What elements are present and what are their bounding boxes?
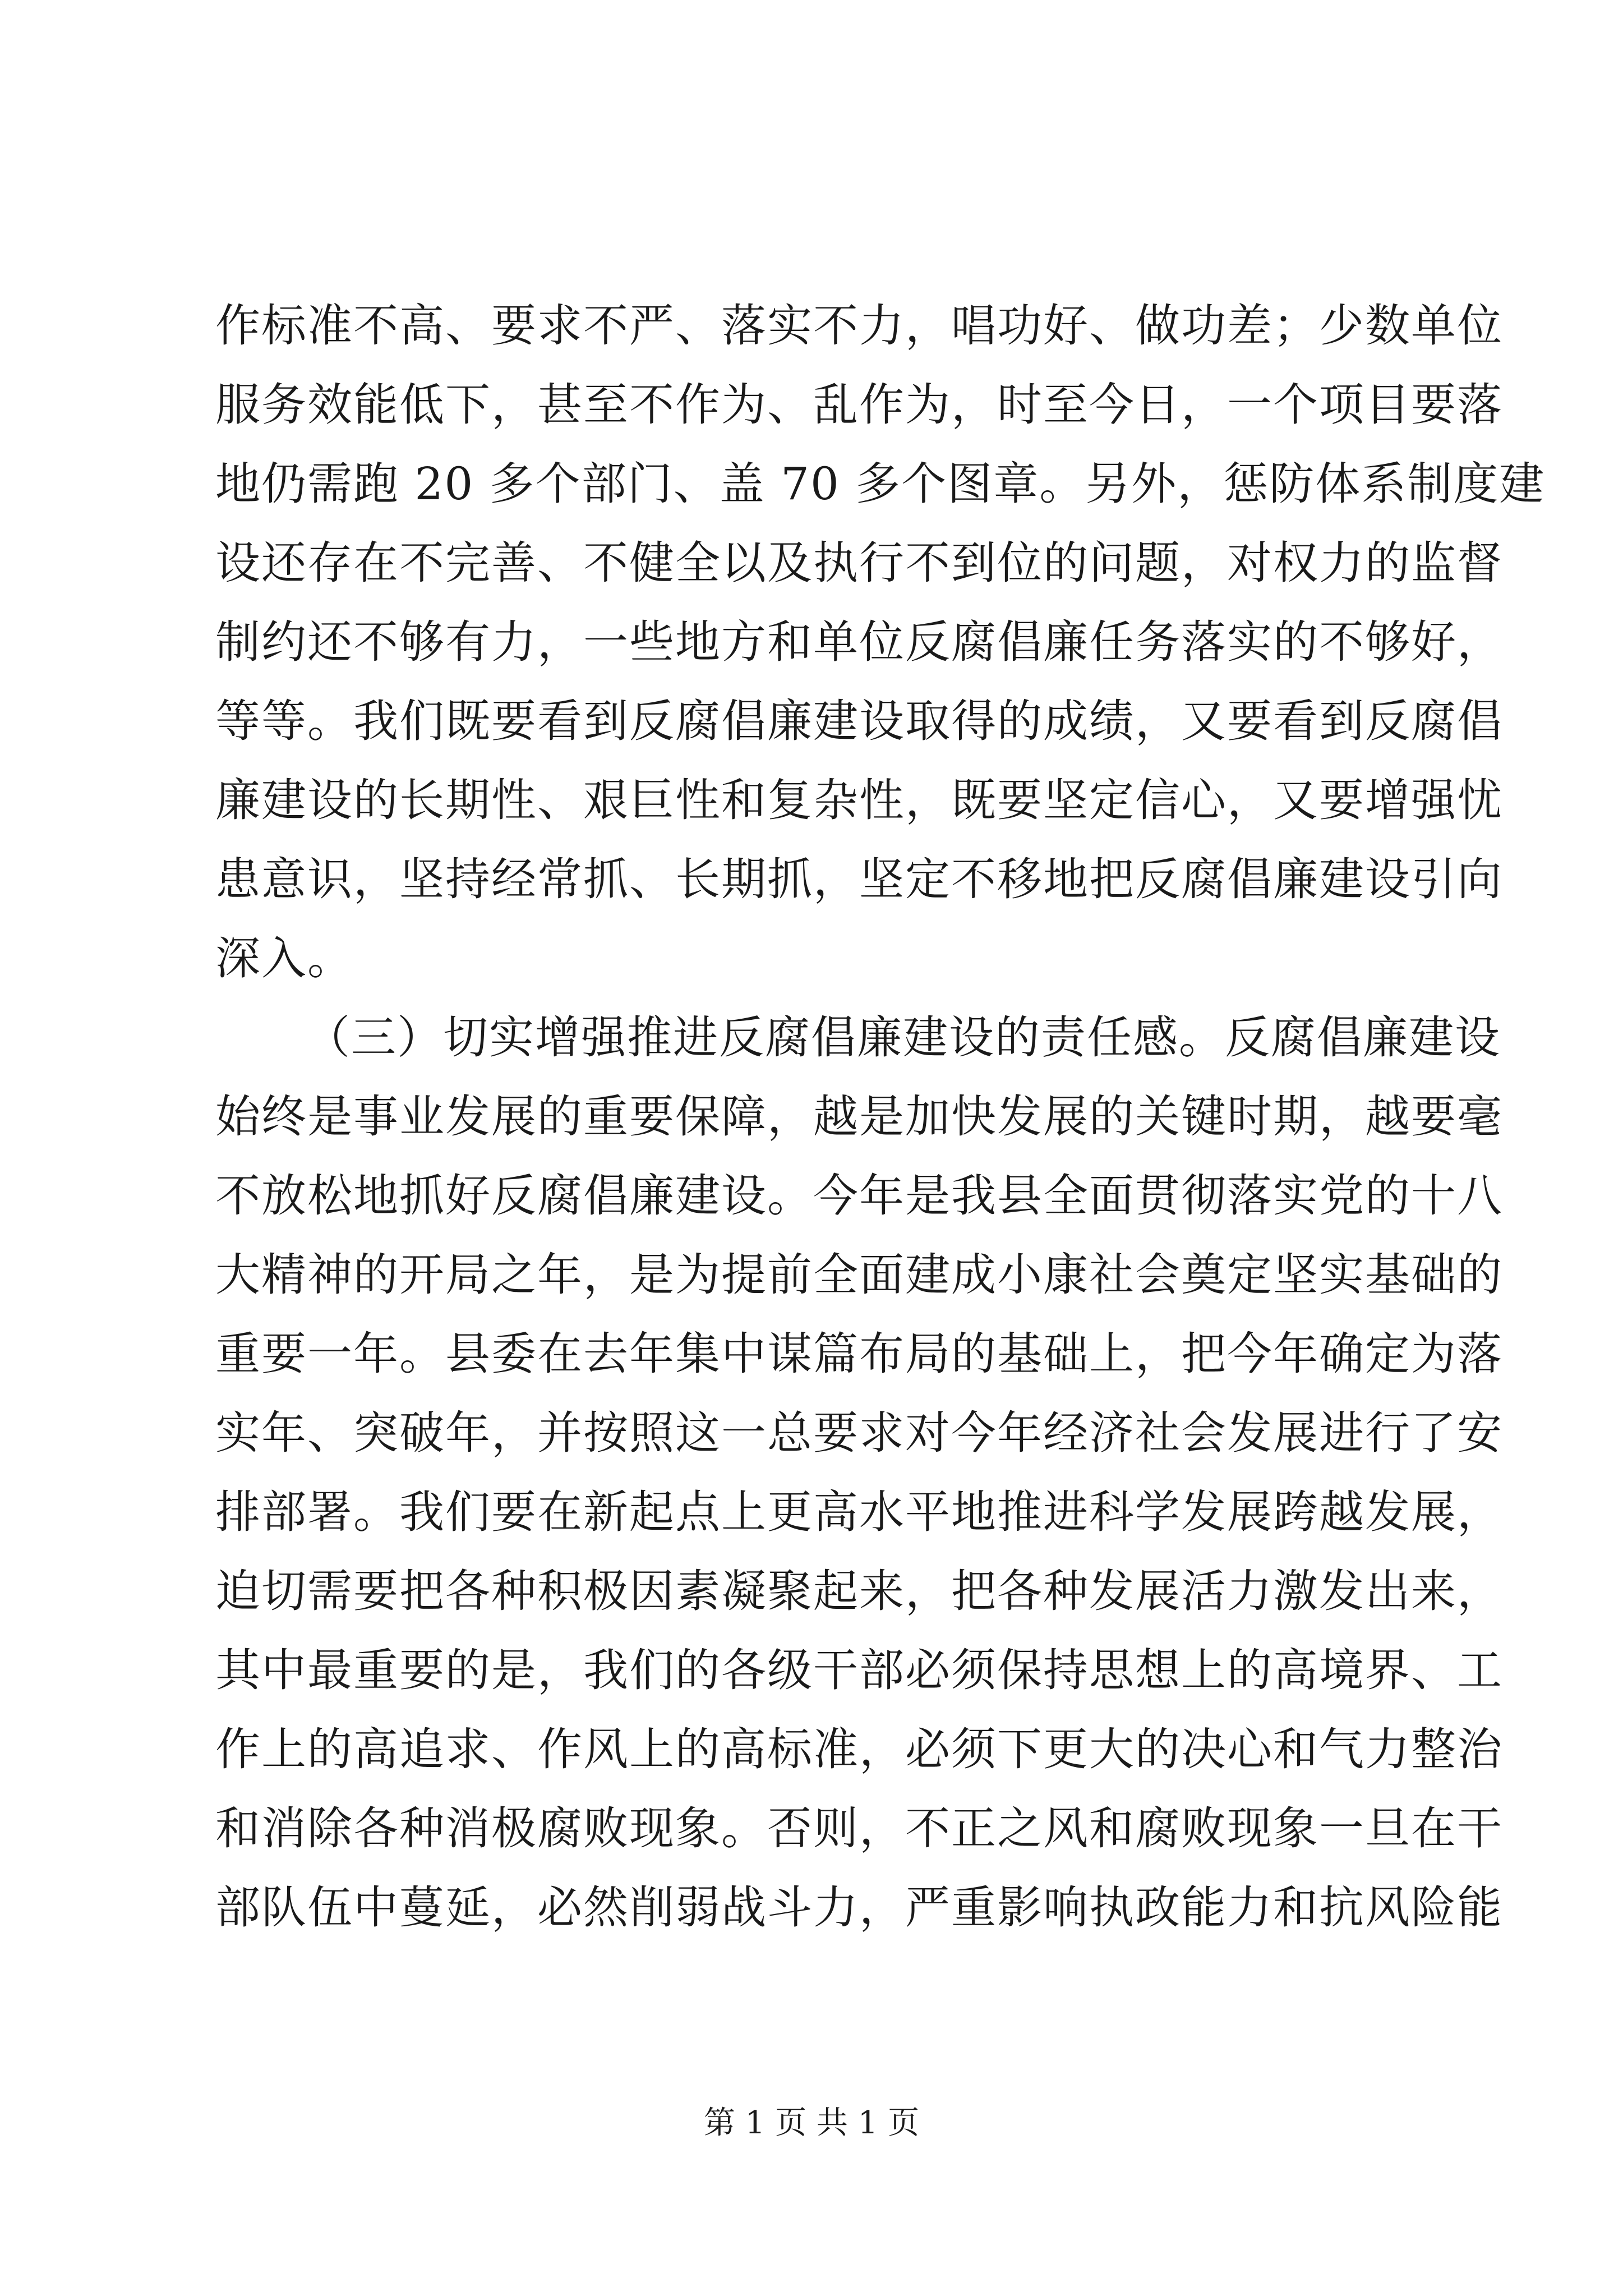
text-line: 其中最重要的是，我们的各级干部必须保持思想上的高境界、工 [215, 1644, 1503, 1696]
text-line: 制约还不够有力，一些地方和单位反腐倡廉任务落实的不够好， [215, 616, 1503, 668]
text-line: 大精神的开局之年，是为提前全面建成小康社会奠定坚实基础的 [215, 1249, 1503, 1301]
text-line: 迫切需要把各种积极因素凝聚起来，把各种发展活力激发出来， [215, 1565, 1503, 1617]
section-heading-line: （三）切实增强推进反腐倡廉建设的责任感。反腐倡廉建设 [305, 1011, 1501, 1064]
text-line: 重要一年。县委在去年集中谋篇布局的基础上，把今年确定为落 [215, 1328, 1503, 1380]
page-number-label: 第 1 页 共 1 页 [703, 2105, 920, 2141]
text-line: 作上的高追求、作风上的高标准，必须下更大的决心和气力整治 [215, 1723, 1503, 1775]
text-line: 作标准不高、要求不严、落实不力，唱功好、做功差；少数单位 [215, 300, 1503, 352]
text-line: 排部署。我们要在新起点上更高水平地推进科学发展跨越发展， [215, 1486, 1503, 1538]
page-footer [0, 2101, 1623, 2146]
text-line: 始终是事业发展的重要保障，越是加快发展的关键时期，越要毫 [215, 1091, 1503, 1143]
document-body [215, 286, 1546, 1947]
text-line: 廉建设的长期性、艰巨性和复杂性，既要坚定信心，又要增强忧 [215, 774, 1503, 826]
text-line: 设还存在不完善、不健全以及执行不到位的问题，对权力的监督 [215, 537, 1503, 589]
text-line: 不放松地抓好反腐倡廉建设。今年是我县全面贯彻落实党的十八 [215, 1170, 1503, 1222]
text-line: 地仍需跑 20 多个部门、盖 70 多个图章。另外，惩防体系制度建 [215, 458, 1546, 510]
text-line: 和消除各种消极腐败现象。否则，不正之风和腐败现象一旦在干 [215, 1802, 1503, 1855]
text-line: 实年、突破年，并按照这一总要求对今年经济社会发展进行了安 [215, 1407, 1503, 1459]
text-line: 深入。 [215, 932, 353, 984]
text-line: 等等。我们既要看到反腐倡廉建设取得的成绩，又要看到反腐倡 [215, 695, 1503, 747]
text-line: 部队伍中蔓延，必然削弱战斗力，严重影响执政能力和抗风险能 [215, 1881, 1503, 1934]
text-line: 服务效能低下，甚至不作为、乱作为，时至今日，一个项目要落 [215, 379, 1503, 431]
text-line: 患意识，坚持经常抓、长期抓，坚定不移地把反腐倡廉建设引向 [215, 853, 1503, 905]
